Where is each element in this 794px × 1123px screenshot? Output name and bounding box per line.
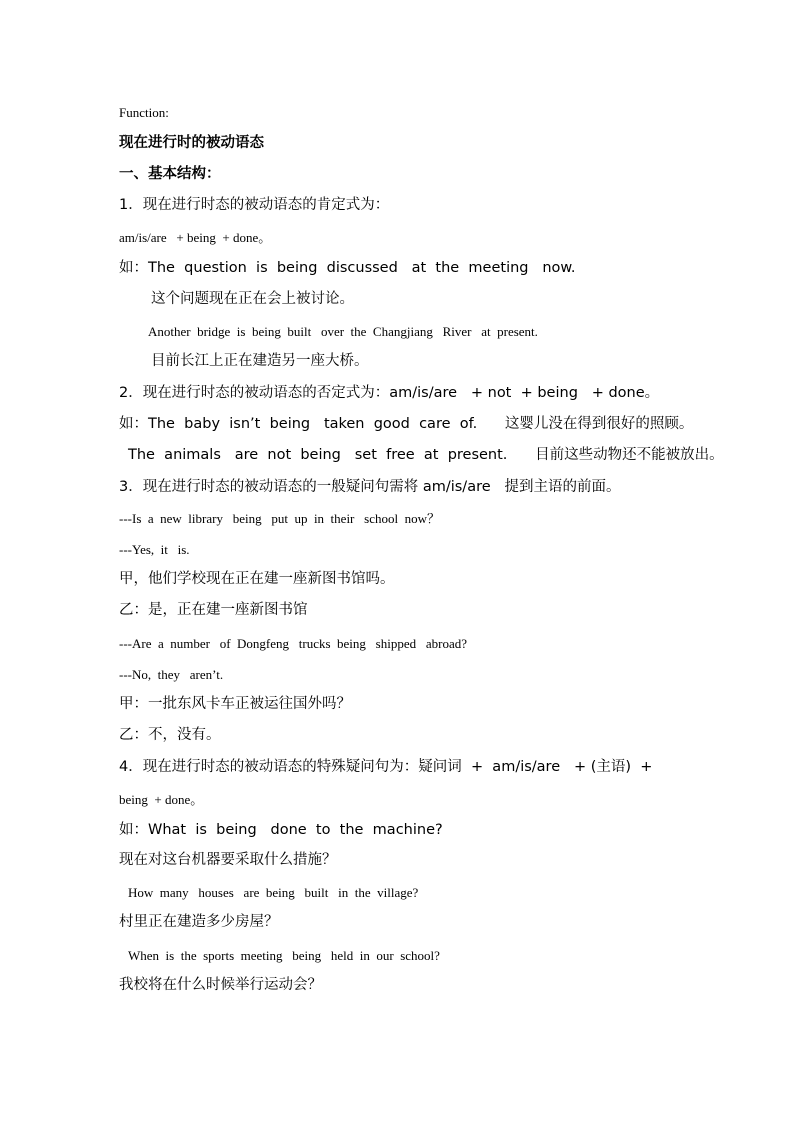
- item3-dialog2-question-cn: 甲：一批东风卡车正被运往国外吗？: [119, 696, 351, 712]
- item4-example2-en: How many houses are being built in the village?: [128, 885, 419, 900]
- item2-example1: 如：The baby isn’t being taken good care of. 这婴儿没在得到很好的照顾。: [119, 416, 694, 432]
- item3-dialog1-question-cn: 甲，他们学校现在正在建一座新图书馆吗。: [119, 571, 395, 587]
- section-heading: 一、基本结构：: [119, 166, 221, 182]
- item3-dialog1-answer-cn: 乙：是，正在建一座新图书馆: [119, 602, 308, 618]
- item2-example2: The animals are not being set free at present. 目前这些动物还不能被放出。: [128, 447, 724, 463]
- item1-example1-en: 如：The question is being discussed at the meeting now.: [119, 260, 576, 276]
- function-label: Function:: [119, 105, 169, 120]
- item1-example2-cn: 目前长江上正在建造另一座大桥。: [151, 353, 369, 369]
- item3-dialog1-question: ---Is a new library being put up in their school now？: [119, 511, 440, 526]
- item4-example1-cn: 现在对这台机器要采取什么措施？: [119, 852, 337, 868]
- document-title: 现在进行时的被动语态: [119, 135, 264, 151]
- item1-heading: 1．现在进行时态的被动语态的肯定式为：: [119, 197, 390, 213]
- item4-heading: 4．现在进行时态的被动语态的特殊疑问句为：疑问词 + am/is/are + (主语) +: [119, 759, 653, 775]
- item3-dialog2-question: ---Are a number of Dongfeng trucks being shipped abroad?: [119, 636, 468, 651]
- item1-example1-cn: 这个问题现在正在会上被讨论。: [151, 291, 354, 307]
- item1-example2-en: Another bridge is being built over the Changjiang River at present.: [148, 324, 538, 339]
- item4-example3-cn: 我校将在什么时候举行运动会？: [119, 977, 322, 993]
- item4-heading-cont: being + done。: [119, 792, 204, 807]
- item3-dialog2-answer: ---No, they aren’t.: [119, 667, 224, 682]
- item1-formula: am/is/are + being + done。: [119, 230, 272, 245]
- item4-example2-cn: 村里正在建造多少房屋？: [119, 914, 279, 930]
- item3-heading: 3．现在进行时态的被动语态的一般疑问句需将 am/is/are 提到主语的前面。: [119, 479, 621, 495]
- item2-heading: 2．现在进行时态的被动语态的否定式为：am/is/are + not + being + done。: [119, 385, 660, 401]
- item4-example1-en: 如：What is being done to the machine?: [119, 822, 443, 838]
- item3-dialog2-answer-cn: 乙：不，没有。: [119, 727, 221, 743]
- item3-dialog1-answer: ---Yes, it is.: [119, 542, 190, 557]
- item4-example3-en: When is the sports meeting being held in our school?: [128, 948, 440, 963]
